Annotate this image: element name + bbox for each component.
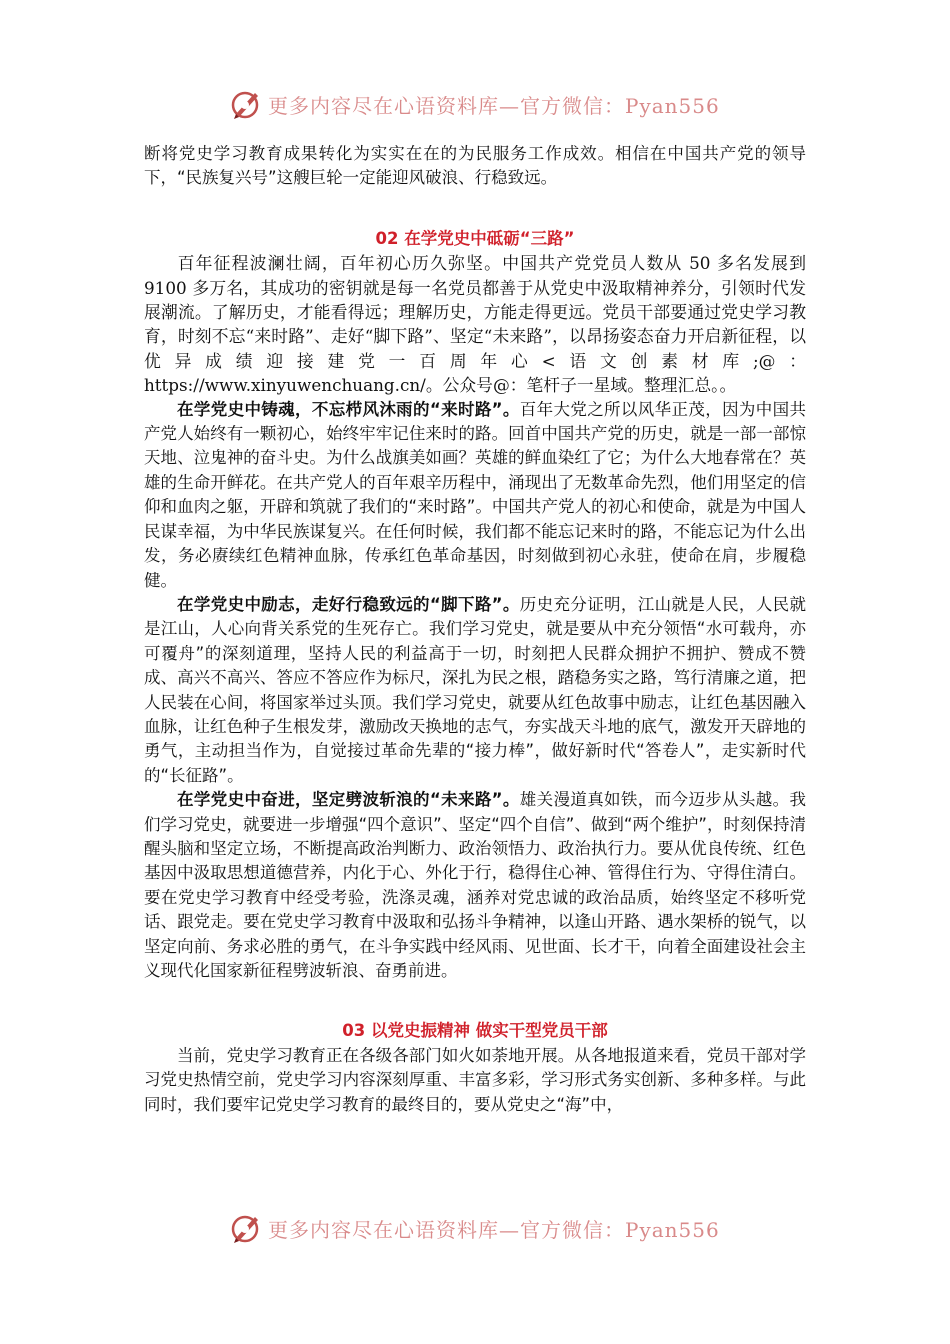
intro-paragraph: 断将党史学习教育成果转化为实实在在的为民服务工作成效。相信在中国共产党的领导下，“民族复兴号”这艘巨轮一定能迎风破浪、行稳致远。 xyxy=(144,144,806,188)
pen-circle-logo-icon xyxy=(228,1210,264,1246)
section2-intro-paragraph: 百年征程波澜壮阔，百年初心历久弥坚。中国共产党党员人数从 50 多名发展到 9100 多万名，其成功的密钥就是每一名党员都善于从党史中汲取精神养分，引领时代发展潮流。了解历史，才能看得远；理解历史，方能走得更远。党员干部要通过党史学习教育，时刻不忘“来时路”、走好“脚下路”、坚定“未来路”，以昂扬姿态奋力开启新征程，以优异成绩迎接建党一百周年心<语文创素材库;@：https://www.xinyuwenchuang.cn/。公众号@：笔杆子一星域。整理汇总。。 xyxy=(144,253,806,396)
banner-text: 更多内容尽在心语资料库—官方微信：Pyan556 xyxy=(268,93,720,118)
section-heading-03: 03 以党史振精神 做实干型党员干部 xyxy=(342,1021,608,1041)
paragraph-body: 百年大党之所以风华正茂，因为中国共产党人始终有一颗初心，始终牢牢记住来时的路。回首中国共产党的历史，就是一部一部惊天地、泣鬼神的奋斗史。为什么战旗美如画？英雄的鲜血染红了它；为什么大地春常在？英雄的生命开鲜花。在共产党人的百年艰辛历程中，涌现出了无数革命先烈，他们用坚定的信仰和血肉之躯，开辟和筑就了我们的“来时路”。中国共产党人的初心和使命，就是为中国人民谋幸福，为中华民族谋复兴。在任何时候，我们都不能忘记来时的路，不能忘记为什么出发，务必赓续红色精神血脉，传承红色革命基因，时刻做到初心永驻，使命在肩，步履稳健。 xyxy=(144,399,806,590)
paragraph-body: 雄关漫道真如铁，而今迈步从头越。我们学习党史，就要进一步增强“四个意识”、坚定“四个自信”、做到“两个维护”，时刻保持清醒头脑和坚定立场，不断提高政治判断力、政治领悟力、政治执行力。要从优良传统、红色基因中汲取思想道德营养，内化于心、外化于行，稳得住心神、管得住行为、守得住清白。要在党史学习教育中经受考验，洗涤灵魂，涵养对党忠诚的政治品质，始终坚定不移听党话、跟党走。要在党史学习教育中汲取和弘扬斗争精神，以逢山开路、遇水架桥的锐气，以坚定向前、务求必胜的勇气，在斗争实践中经风雨、见世面、长才干，向着全面建设社会主义现代化国家新征程劈波斩浪、奋勇前进。 xyxy=(144,790,806,980)
document-body xyxy=(144,142,806,1117)
pen-circle-logo-icon xyxy=(228,86,264,122)
footer-banner xyxy=(228,1208,748,1248)
banner-text: 更多内容尽在心语资料库—官方微信：Pyan556 xyxy=(268,1217,720,1242)
section3-intro-paragraph: 当前，党史学习教育正在各级各部门如火如荼地开展。从各地报道来看，党员干部对学习党史热情空前，党史学习内容深刻厚重、丰富多彩，学习形式务实创新、多种多样。与此同时，我们要牢记党史学习教育的最终目的，要从党史之“海”中， xyxy=(144,1045,806,1114)
paragraph-lead: 在学党史中铸魂，不忘栉风沐雨的“来时路”。 xyxy=(177,399,520,419)
paragraph-lead: 在学党史中奋进，坚定劈波斩浪的“未来路”。 xyxy=(177,790,520,810)
section-heading-02: 02 在学党史中砥砺“三路” xyxy=(375,228,575,248)
section2-paragraph-3 xyxy=(144,788,806,983)
paragraph-lead: 在学党史中励志，走好行稳致远的“脚下路”。 xyxy=(177,594,520,614)
section2-paragraph-1 xyxy=(144,398,806,593)
paragraph-body: 历史充分证明，江山就是人民，人民就是江山，人心向背关系党的生死存亡。我们学习党史，就是要从中充分领悟“水可载舟，亦可覆舟”的深刻道理，坚持人民的利益高于一切，时刻把人民群众拥护不拥护、赞成不赞成、高兴不高兴、答应不答应作为标尺，深扎为民之根，踏稳务实之路，笃行清廉之道，把人民装在心间，将国家举过头顶。我们学习党史，就要从红色故事中励志，让红色基因融入血脉，让红色种子生根发芽，激励改天换地的志气，夯实战天斗地的底气，激发开天辟地的勇气，主动担当作为，自觉接过革命先辈的“接力棒”，做好新时代“答卷人”，走实新时代的“长征路”。 xyxy=(144,594,806,785)
section2-paragraph-2 xyxy=(144,593,806,788)
header-banner xyxy=(228,84,748,124)
